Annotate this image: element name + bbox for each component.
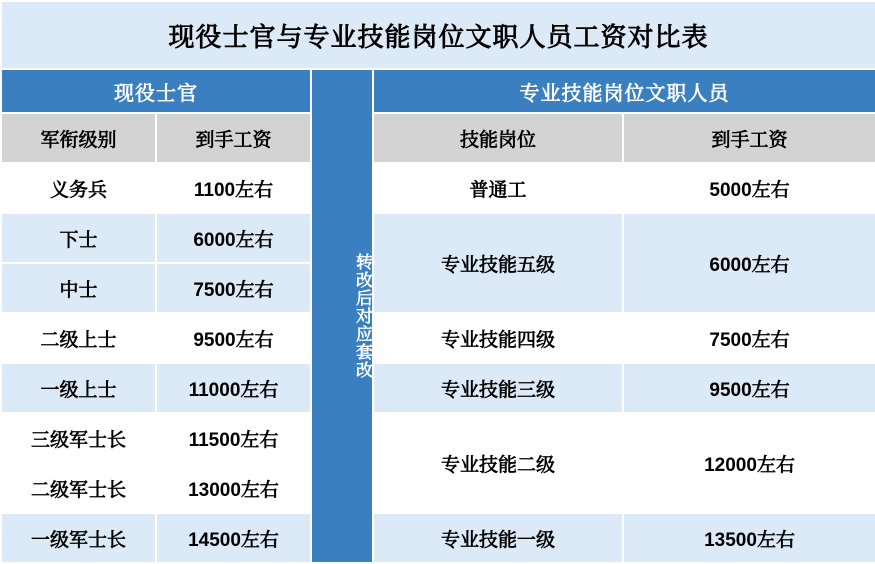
header-right-post: 技能岗位 bbox=[373, 113, 623, 163]
left-rank: 二级上士 bbox=[1, 313, 156, 363]
group-header-left: 现役士官 bbox=[1, 69, 311, 113]
right-pay: 7500左右 bbox=[623, 313, 875, 363]
header-left-rank: 军衔级别 bbox=[1, 113, 156, 163]
right-post: 普通工 bbox=[373, 163, 623, 213]
table-row bbox=[1, 163, 875, 213]
left-pay: 9500左右 bbox=[156, 313, 311, 363]
left-rank: 中士 bbox=[1, 263, 156, 313]
header-right-pay: 到手工资 bbox=[623, 113, 875, 163]
table-row bbox=[1, 413, 875, 463]
left-rank: 下士 bbox=[1, 213, 156, 263]
left-pay: 13000左右 bbox=[156, 463, 311, 513]
left-rank: 一级军士长 bbox=[1, 513, 156, 563]
right-post: 专业技能三级 bbox=[373, 363, 623, 413]
page-title: 现役士官与专业技能岗位文职人员工资对比表 bbox=[1, 1, 875, 69]
left-pay: 14500左右 bbox=[156, 513, 311, 563]
group-header-right: 专业技能岗位文职人员 bbox=[373, 69, 875, 113]
left-rank: 一级上士 bbox=[1, 363, 156, 413]
header-left-pay: 到手工资 bbox=[156, 113, 311, 163]
right-post: 专业技能一级 bbox=[373, 513, 623, 563]
right-pay: 6000左右 bbox=[623, 213, 875, 313]
table-row bbox=[1, 513, 875, 563]
left-pay: 1100左右 bbox=[156, 163, 311, 213]
left-pay: 11500左右 bbox=[156, 413, 311, 463]
left-pay: 11000左右 bbox=[156, 363, 311, 413]
table-row bbox=[1, 213, 875, 263]
sub-header-row bbox=[1, 113, 875, 163]
right-pay: 12000左右 bbox=[623, 413, 875, 513]
right-pay: 13500左右 bbox=[623, 513, 875, 563]
right-pay: 9500左右 bbox=[623, 363, 875, 413]
left-rank: 二级军士长 bbox=[1, 463, 156, 513]
middle-band bbox=[311, 69, 373, 563]
left-rank: 三级军士长 bbox=[1, 413, 156, 463]
table-row bbox=[1, 363, 875, 413]
left-pay: 7500左右 bbox=[156, 263, 311, 313]
left-pay: 6000左右 bbox=[156, 213, 311, 263]
right-post: 专业技能二级 bbox=[373, 413, 623, 513]
right-post: 专业技能四级 bbox=[373, 313, 623, 363]
group-header-row bbox=[1, 69, 875, 113]
right-post: 专业技能五级 bbox=[373, 213, 623, 313]
title-row bbox=[1, 1, 875, 69]
right-pay: 5000左右 bbox=[623, 163, 875, 213]
left-rank: 义务兵 bbox=[1, 163, 156, 213]
table-row bbox=[1, 313, 875, 363]
middle-band-label: 转改后对应套改 bbox=[353, 253, 372, 379]
